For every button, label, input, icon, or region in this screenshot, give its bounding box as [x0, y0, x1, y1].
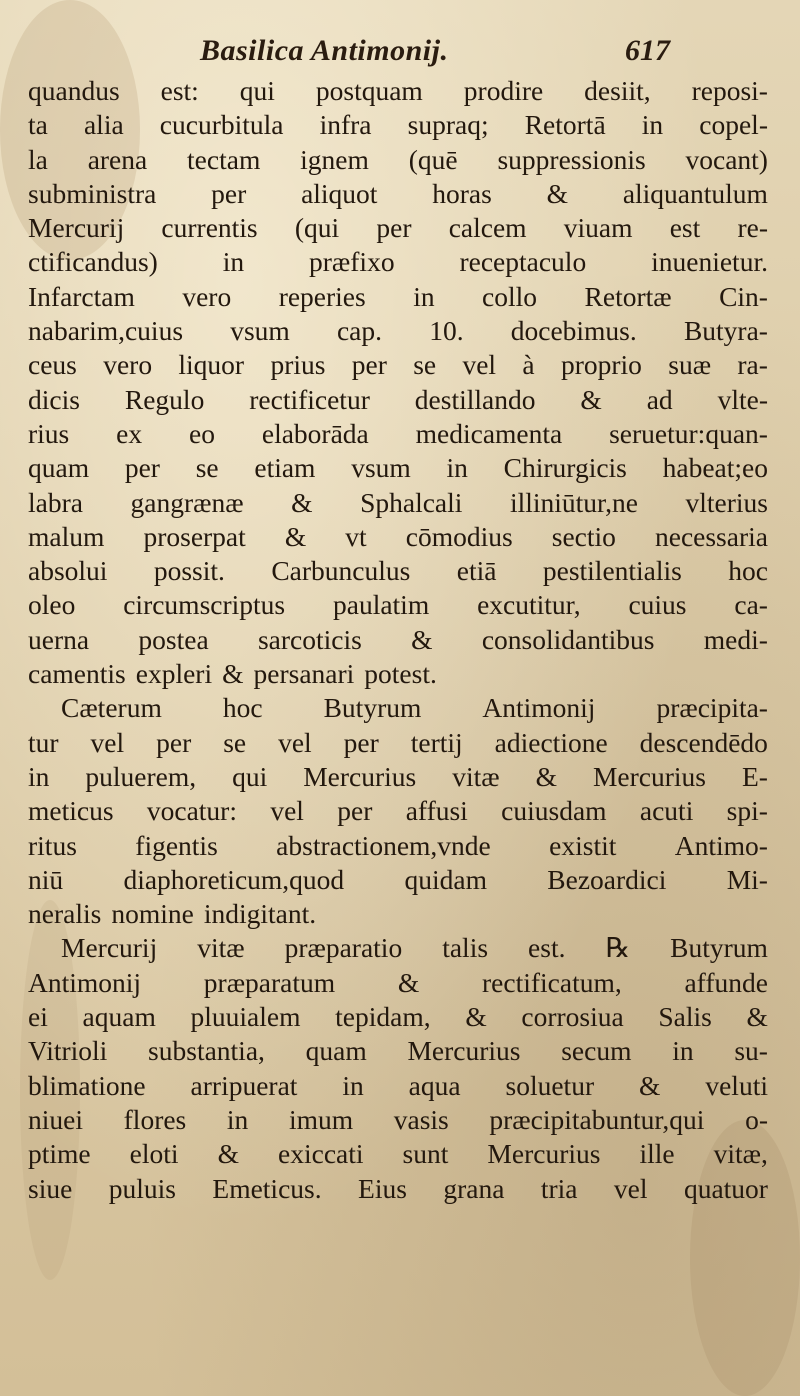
text-line: ta alia cucurbitula infra supraq; Retortā in copel-	[28, 109, 768, 141]
text-line: uerna postea sarcoticis & consolidantibus medi-	[28, 623, 768, 655]
text-line: Mercurij currentis (qui per calcem viuam est re-	[28, 212, 768, 244]
text-line: quam per se etiam vsum in Chirurgicis habeat;eo	[28, 452, 768, 484]
text-line: in puluerem, qui Mercurius vitæ & Mercurius E-	[28, 760, 768, 792]
text-line: subministra per aliquot horas & aliquantulum	[28, 177, 768, 209]
text-line: la arena tectam ignem (quē suppressionis vocant)	[28, 143, 768, 175]
text-line: rius ex eo elaborāda medicamenta seruetur:quan-	[28, 417, 768, 449]
text-line: Antimonij præparatum & rectificatum, affunde	[28, 966, 768, 998]
text-line: ei aquam pluuialem tepidam, & corrosiua Salis &	[28, 1001, 768, 1033]
text-line: Infarctam vero reperies in collo Retortæ Cin-	[28, 280, 768, 312]
text-line: nabarim,cuius vsum cap. 10. docebimus. Butyra-	[28, 315, 768, 347]
text-line: siue puluis Emeticus. Eius grana tria vel quatuor	[28, 1172, 768, 1204]
text-line: ctificandus) in præfixo receptaculo inuenietur.	[28, 246, 768, 278]
text-line: Mercurij vitæ præparatio talis est. ℞ Butyrum	[61, 932, 768, 964]
text-line: ritus figentis abstractionem,vnde existit Antimo-	[28, 829, 768, 861]
text-line: quandus est: qui postquam prodire desiit, reposi-	[28, 75, 768, 106]
text-line: niuei flores in imum vasis præcipitabuntur,qui o-	[28, 1103, 768, 1135]
text-line: Cæterum hoc Butyrum Antimonij præcipita-	[61, 692, 768, 724]
text-line: Vitrioli substantia, quam Mercurius secum in su-	[28, 1035, 768, 1067]
text-line: blimatione arripuerat in aqua soluetur & veluti	[28, 1069, 768, 1101]
text-line: oleo circumscriptus paulatim excutitur, cuius ca-	[28, 589, 768, 621]
page-number: 617	[625, 34, 670, 67]
text-line: absolui possit. Carbunculus etiā pestilentialis hoc	[28, 555, 768, 587]
text-line: ceus vero liquor prius per se vel à proprio suæ ra-	[28, 349, 768, 381]
running-head: Basilica Antimonij.	[200, 34, 449, 67]
text-line: tur vel per se vel per tertij adiectione descendēdo	[28, 726, 768, 758]
text-line: niū diaphoreticum,quod quidam Bezoardici Mi-	[28, 863, 768, 895]
text-line: dicis Regulo rectificetur destillando & ad vlte-	[28, 383, 768, 415]
text-line: camentis expleri & persanari potest.	[28, 658, 437, 690]
text-line: malum proserpat & vt cōmodius sectio necessaria	[28, 520, 768, 552]
body-text	[28, 74, 768, 1206]
text-line: meticus vocatur: vel per affusi cuiusdam acuti spi-	[28, 795, 768, 827]
text-line: labra gangrænæ & Sphalcali illiniūtur,ne vlterius	[28, 486, 768, 518]
text-line: neralis nomine indigitant.	[28, 898, 317, 930]
text-line: ptime eloti & exiccati sunt Mercurius ille vitæ,	[28, 1138, 768, 1170]
